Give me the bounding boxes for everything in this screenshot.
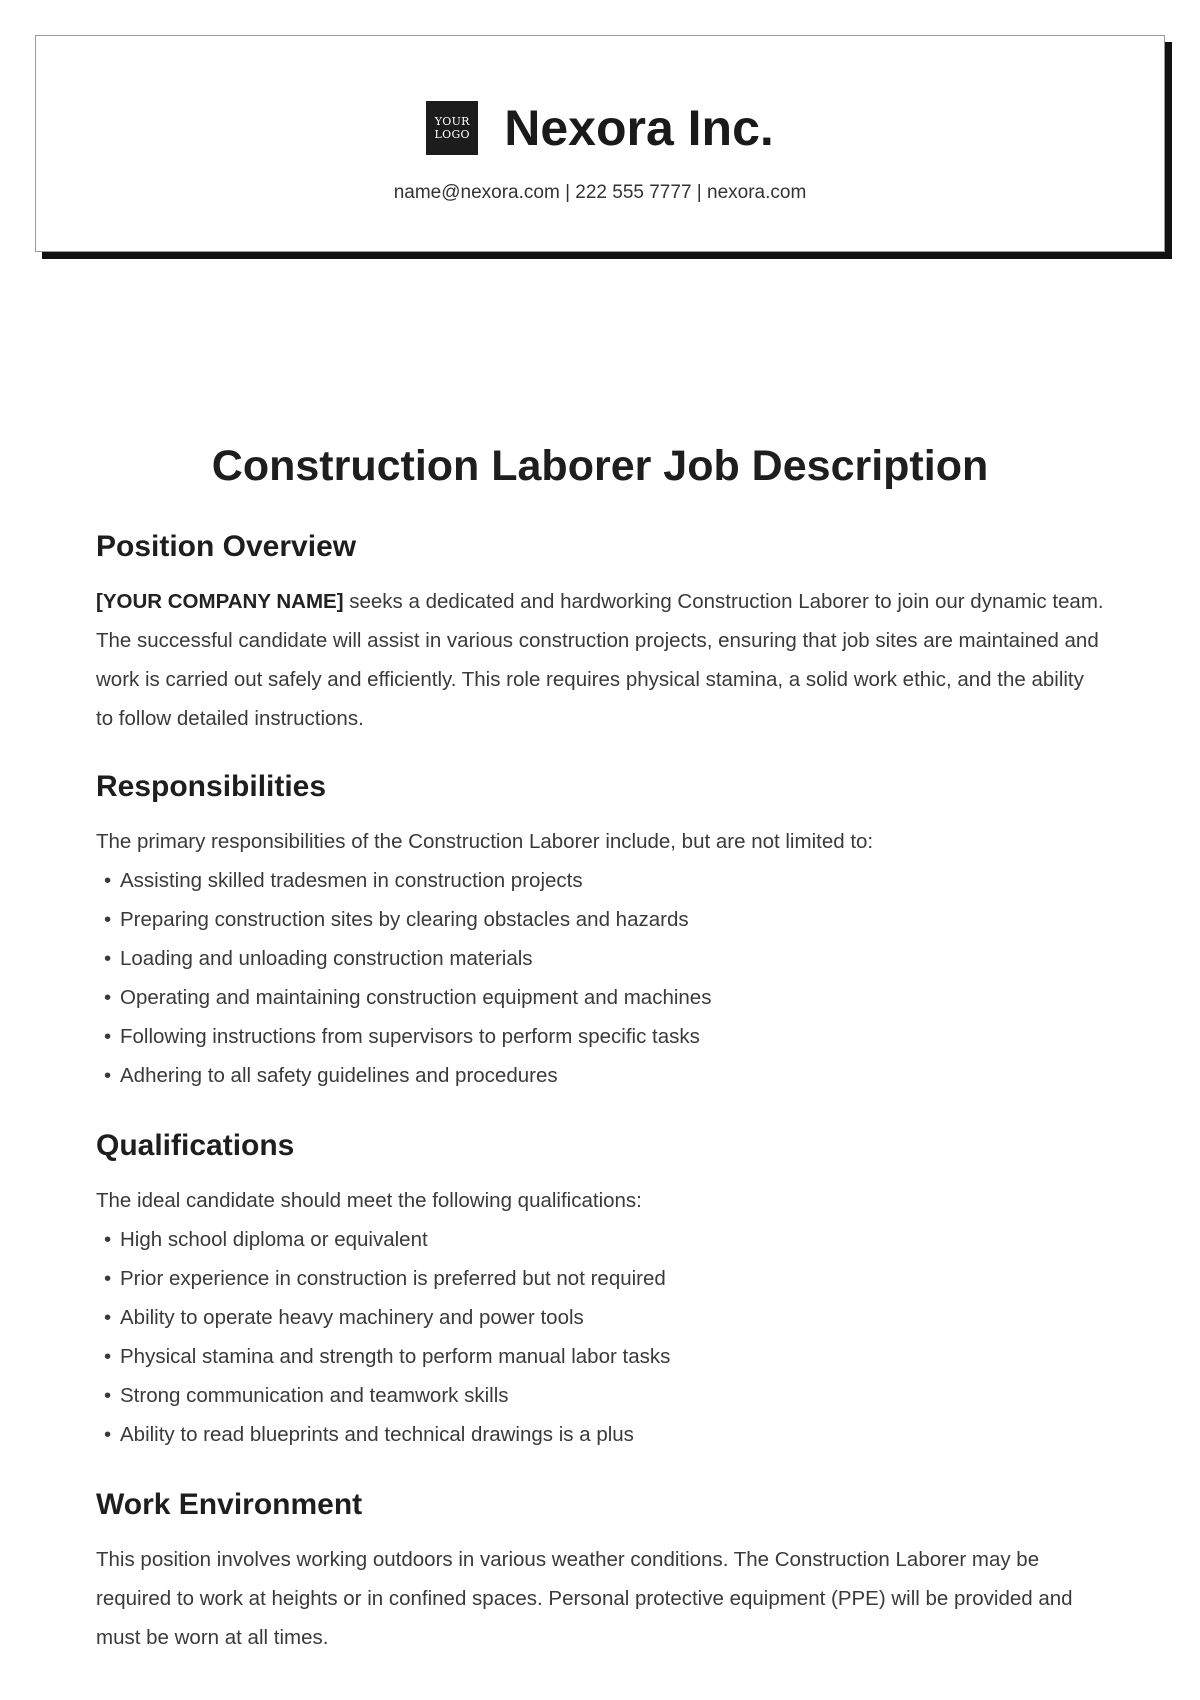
company-header-card bbox=[35, 35, 1165, 252]
logo-text-line1: YOUR bbox=[434, 115, 470, 128]
list-item: • Assisting skilled tradesmen in construction projects bbox=[96, 861, 1106, 900]
section-qualifications bbox=[96, 1127, 1106, 1454]
section-heading-overview: Position Overview bbox=[96, 530, 357, 563]
brand-row bbox=[36, 98, 1164, 158]
qualifications-intro: The ideal candidate should meet the following qualifications: bbox=[96, 1189, 642, 1212]
list-item: • Adhering to all safety guidelines and procedures bbox=[96, 1056, 1106, 1095]
list-item: • Preparing construction sites by clearing obstacles and hazards bbox=[96, 900, 1106, 939]
overview-text: seeks a dedicated and hardworking Construction Laborer to join our dynamic team. The successful candidate will assist in various construction projects, ensuring that job sites are maintained and work is carried out safely and efficiently. This role requires physical stamina, a solid work ethic, and the ability to follow detailed instructions. bbox=[96, 590, 1104, 730]
list-item: • Following instructions from supervisors to perform specific tasks bbox=[96, 1017, 1106, 1056]
section-heading-work-environment: Work Environment bbox=[96, 1488, 363, 1521]
qualifications-list bbox=[96, 1220, 1106, 1454]
contact-info: name@nexora.com | 222 555 7777 | nexora.com bbox=[393, 182, 807, 203]
list-item: • High school diploma or equivalent bbox=[96, 1220, 1106, 1259]
list-item: • Loading and unloading construction materials bbox=[96, 939, 1106, 978]
document-title: Construction Laborer Job Description bbox=[211, 442, 989, 490]
work-environment-paragraph: This position involves working outdoors in various weather conditions. The Construction Laborer may be required to work at heights or in confined spaces. Personal protective equipment (PPE) will be provided and must be worn at all times. bbox=[96, 1548, 1073, 1649]
company-logo bbox=[426, 101, 478, 155]
responsibilities-intro: The primary responsibilities of the Construction Laborer include, but are not limited to: bbox=[96, 830, 874, 853]
overview-paragraph bbox=[96, 582, 1106, 738]
list-item: • Prior experience in construction is preferred but not required bbox=[96, 1259, 1106, 1298]
list-item: • Physical stamina and strength to perform manual labor tasks bbox=[96, 1337, 1106, 1376]
section-work-environment bbox=[96, 1486, 1106, 1657]
list-item: • Operating and maintaining construction equipment and machines bbox=[96, 978, 1106, 1017]
company-name: Nexora Inc. bbox=[504, 100, 774, 156]
list-item: • Ability to operate heavy machinery and power tools bbox=[96, 1298, 1106, 1337]
section-heading-qualifications: Qualifications bbox=[96, 1129, 295, 1162]
logo-text-line2: LOGO bbox=[434, 128, 470, 141]
document-body bbox=[96, 528, 1106, 1691]
section-heading-responsibilities: Responsibilities bbox=[96, 770, 327, 803]
responsibilities-list bbox=[96, 861, 1106, 1095]
section-position-overview bbox=[96, 528, 1106, 738]
list-item: • Ability to read blueprints and technical drawings is a plus bbox=[96, 1415, 1106, 1454]
company-name-placeholder: [YOUR COMPANY NAME] bbox=[96, 590, 344, 613]
section-responsibilities bbox=[96, 768, 1106, 1095]
list-item: • Strong communication and teamwork skills bbox=[96, 1376, 1106, 1415]
